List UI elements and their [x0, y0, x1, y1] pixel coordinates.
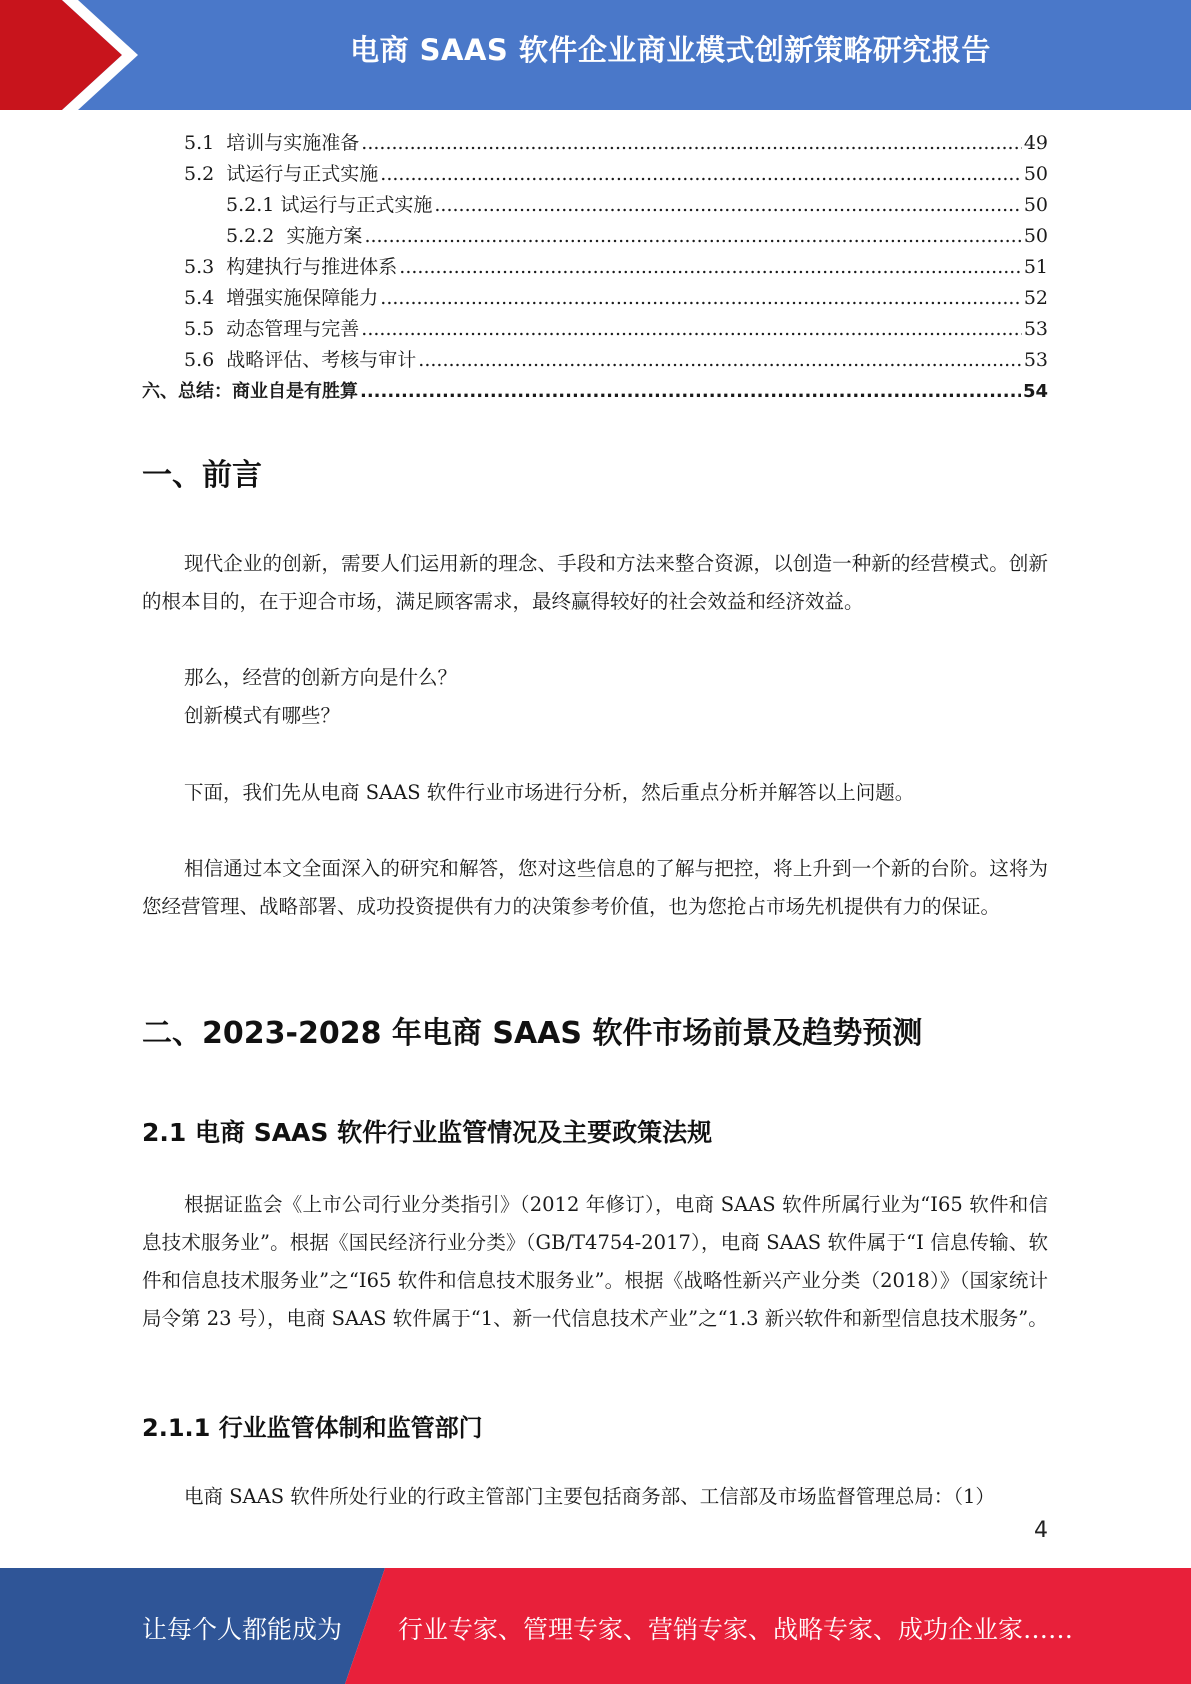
toc-entry[interactable] — [142, 221, 1048, 252]
toc-leader-dots — [399, 252, 1022, 283]
footer-banner — [0, 1568, 1191, 1684]
page-number: 4 — [1034, 1518, 1048, 1543]
section-heading-market-outlook: 二、2023-2028 年电商 SAAS 软件市场前景及趋势预测 — [142, 1016, 923, 1051]
toc-leader-dots — [434, 190, 1021, 221]
subsubsection-heading: 2.1.1 行业监管体制和监管部门 — [142, 1414, 483, 1442]
section-heading-preface: 一、前言 — [142, 458, 262, 493]
toc-entry[interactable] — [142, 190, 1048, 221]
header-banner — [0, 0, 1191, 110]
toc-entry-page: 49 — [1022, 128, 1048, 159]
toc-entry-page: 50 — [1022, 159, 1048, 190]
toc-entry-page: 52 — [1022, 283, 1048, 314]
paragraph: 现代企业的创新，需要人们运用新的理念、手段和方法来整合资源，以创造一种新的经营模式。创新的根本目的，在于迎合市场，满足顾客需求，最终赢得较好的社会效益和经济效益。 — [142, 552, 1048, 613]
toc-entry[interactable] — [142, 128, 1048, 159]
toc-leader-dots — [380, 159, 1022, 190]
toc-entry-page: 50 — [1022, 190, 1048, 221]
toc-leader-dots — [364, 221, 1021, 252]
toc-leader-dots — [361, 314, 1022, 345]
toc-entry-page: 53 — [1022, 314, 1048, 345]
toc-entry-page: 51 — [1022, 252, 1048, 283]
toc-entry-page: 53 — [1022, 345, 1048, 376]
paragraph: 那么，经营的创新方向是什么？ — [184, 666, 458, 689]
paragraph: 创新模式有哪些？ — [184, 704, 341, 727]
toc-entry-label: 5.3 构建执行与推进体系 — [184, 252, 399, 283]
toc-entry-label: 六、总结：商业自是有胜算 — [142, 376, 360, 407]
toc-entry[interactable] — [142, 345, 1048, 376]
toc-leader-dots — [380, 283, 1022, 314]
toc-entry-label: 5.2.1 试运行与正式实施 — [226, 190, 434, 221]
chevron-arrow-icon — [0, 0, 160, 110]
footer-slogan-left: 让每个人都能成为 — [142, 1615, 343, 1644]
paragraph: 下面，我们先从电商 SAAS 软件行业市场进行分析，然后重点分析并解答以上问题。 — [184, 781, 915, 804]
toc-entry-label: 5.2.2 实施方案 — [226, 221, 364, 252]
toc-entry-label: 5.4 增强实施保障能力 — [184, 283, 380, 314]
paragraph: 根据证监会《上市公司行业分类指引》（2012 年修订），电商 SAAS 软件所属行业为“I65 软件和信息技术服务业”。根据《国民经济行业分类》（GB/T4754-2017），电商 SAAS 软件属于“I 信息传输、软件和信息技术服务业”之“I65 软件和信息技术服务业”。根据《战略性新兴产业分类（2018）》（国家统计局令第 23 号），电商 SAAS 软件属于“1、新一代信息技术产业”之“1.3 新兴软件和新型信息技术服务”。 — [142, 1193, 1048, 1330]
paragraph: 相信通过本文全面深入的研究和解答，您对这些信息的了解与把控，将上升到一个新的台阶。这将为您经营管理、战略部署、成功投资提供有力的决策参考价值，也为您抢占市场先机提供有力的保证。 — [142, 857, 1048, 918]
toc-entry-label: 5.2 试运行与正式实施 — [184, 159, 380, 190]
toc-entry-page: 54 — [1021, 376, 1048, 407]
report-title: 电商 SAAS 软件企业商业模式创新策略研究报告 — [350, 33, 991, 67]
toc-leader-dots — [360, 376, 1021, 407]
paragraph: 电商 SAAS 软件所处行业的行政主管部门主要包括商务部、工信部及市场监督管理总局：（1） — [184, 1485, 995, 1508]
toc-entry-label: 5.6 战略评估、考核与审计 — [184, 345, 418, 376]
footer-slogan-right: 行业专家、管理专家、营销专家、战略专家、成功企业家…… — [398, 1615, 1074, 1644]
toc-entry[interactable] — [142, 314, 1048, 345]
toc-leader-dots — [418, 345, 1022, 376]
toc-entry-label: 5.5 动态管理与完善 — [184, 314, 361, 345]
toc-entry[interactable] — [142, 283, 1048, 314]
toc-leader-dots — [361, 128, 1022, 159]
toc-entry[interactable] — [142, 252, 1048, 283]
toc-entry-page: 50 — [1022, 221, 1048, 252]
toc-entry[interactable] — [142, 376, 1048, 407]
table-of-contents — [142, 128, 1048, 407]
toc-entry-label: 5.1 培训与实施准备 — [184, 128, 361, 159]
toc-entry[interactable] — [142, 159, 1048, 190]
subsection-heading: 2.1 电商 SAAS 软件行业监管情况及主要政策法规 — [142, 1118, 713, 1147]
